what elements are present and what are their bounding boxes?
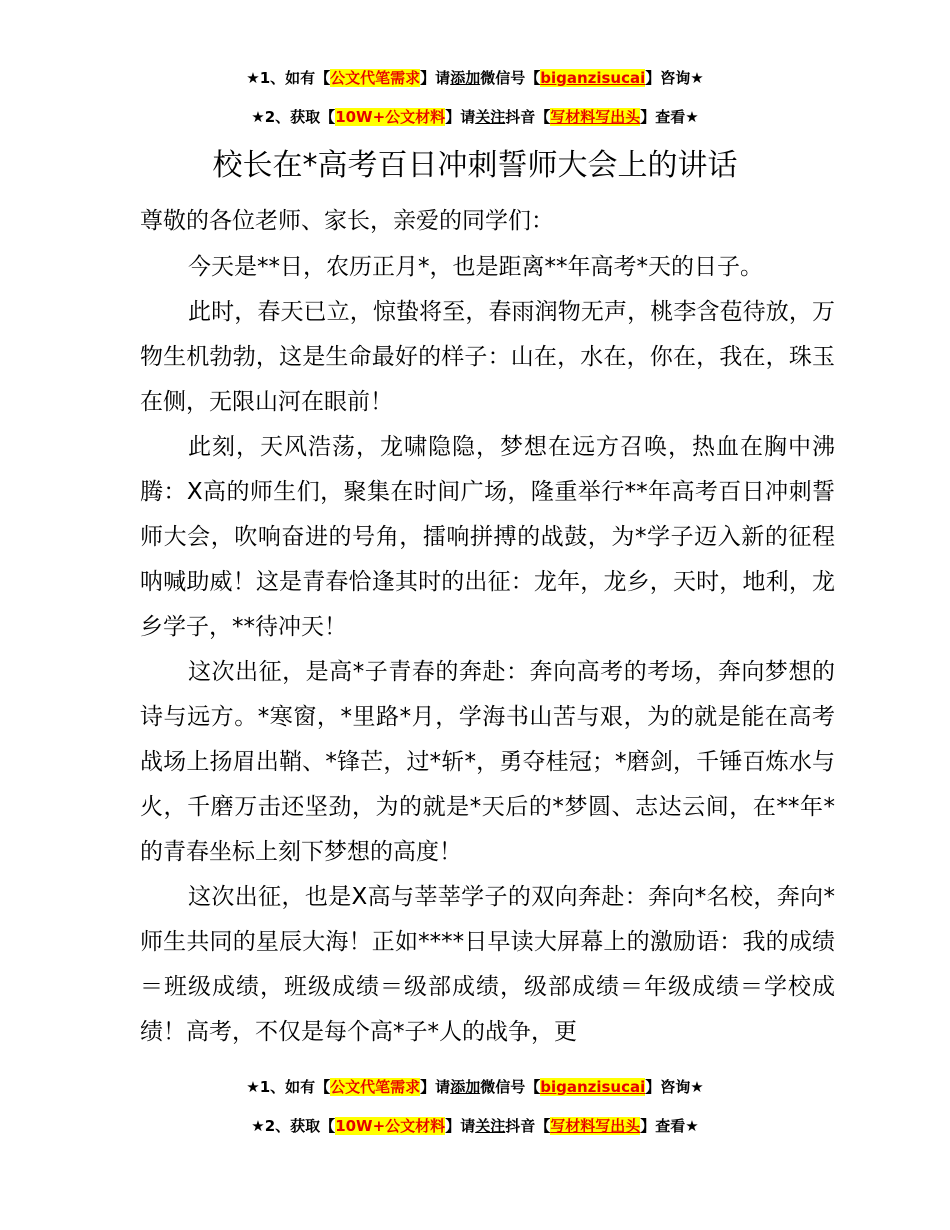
paragraph: 今天是**日，农历正月*，也是距离**年高考*天的日子。: [188, 254, 763, 280]
promo-text: 】查看★: [640, 108, 699, 126]
document-body: [140, 199, 835, 1055]
promo-text: 微信号【: [480, 1078, 541, 1096]
promo-text: 】请: [445, 1117, 476, 1135]
promo-underline: 添加: [450, 1078, 481, 1096]
promo-line-1-top: [0, 68, 950, 88]
promo-line-2-bottom: [0, 1116, 950, 1136]
promo-text: 】请: [420, 69, 451, 87]
paragraph: 此刻，天风浩荡，龙啸隐隐，梦想在远方召唤，热血在胸中沸腾：X高的师生们，聚集在时间广场，隆重举行**年高考百日冲刺誓师大会，吹响奋进的号角，擂响拼搏的战鼓，为*学子迈入新的征程呐喊助威！这是青春恰逢其时的出征：龙年，龙乡，天时，地利，龙乡学子，**待冲天！: [140, 434, 835, 640]
promo-text: 】咨询★: [645, 69, 704, 87]
promo-underline: 关注: [475, 1117, 506, 1135]
promo-text: ★1、如有【: [246, 1078, 331, 1096]
promo-underline: 添加: [450, 69, 481, 87]
promo-text: 】查看★: [640, 1117, 699, 1135]
promo-douyin-id: 写材料写出头: [550, 1117, 641, 1135]
promo-line-1-bottom: [0, 1077, 950, 1097]
promo-text: 】咨询★: [645, 1078, 704, 1096]
promo-highlight: 10W+公文材料: [335, 108, 446, 126]
promo-wechat-id: biganzisucai: [540, 1078, 646, 1096]
promo-text: ★1、如有【: [246, 69, 331, 87]
greeting: 尊敬的各位老师、家长，亲爱的同学们：: [140, 208, 554, 234]
promo-highlight: 公文代笔需求: [330, 1078, 421, 1096]
promo-text: 微信号【: [480, 69, 541, 87]
promo-douyin-id: 写材料写出头: [550, 108, 641, 126]
promo-highlight: 10W+公文材料: [335, 1117, 446, 1135]
paragraph: 这次出征，也是X高与莘莘学子的双向奔赴：奔向*名校，奔向*师生共同的星辰大海！正如****日早读大屏幕上的激励语：我的成绩＝班级成绩，班级成绩＝级部成绩，级部成绩＝年级成绩＝学校成绩！高考，不仅是每个高*子*人的战争，更: [140, 884, 835, 1045]
paragraph: 这次出征，是高*子青春的奔赴：奔向高考的考场，奔向梦想的诗与远方。*寒窗，*里路*月，学海书山苦与艰，为的就是能在高考战场上扬眉出鞘、*锋芒，过*斩*，勇夺桂冠；*磨剑，千锤百炼水与火，千磨万击还坚劲，为的就是*天后的*梦圆、志达云间，在**年*的青春坐标上刻下梦想的高度！: [140, 659, 835, 865]
document-title: 校长在*高考百日冲刺誓师大会上的讲话: [212, 148, 738, 183]
promo-text: 】请: [420, 1078, 451, 1096]
promo-text: ★2、获取【: [251, 108, 336, 126]
promo-text: 抖音【: [505, 1117, 551, 1135]
promo-text: 】请: [445, 108, 476, 126]
promo-highlight: 公文代笔需求: [330, 69, 421, 87]
promo-text: ★2、获取【: [251, 1117, 336, 1135]
promo-underline: 关注: [475, 108, 506, 126]
promo-wechat-id: biganzisucai: [540, 69, 646, 87]
paragraph: 此时，春天已立，惊蛰将至，春雨润物无声，桃李含苞待放，万物生机勃勃，这是生命最好的样子：山在，水在，你在，我在，珠玉在侧，无限山河在眼前！: [140, 299, 835, 415]
promo-text: 抖音【: [505, 108, 551, 126]
promo-line-2-top: [0, 107, 950, 127]
